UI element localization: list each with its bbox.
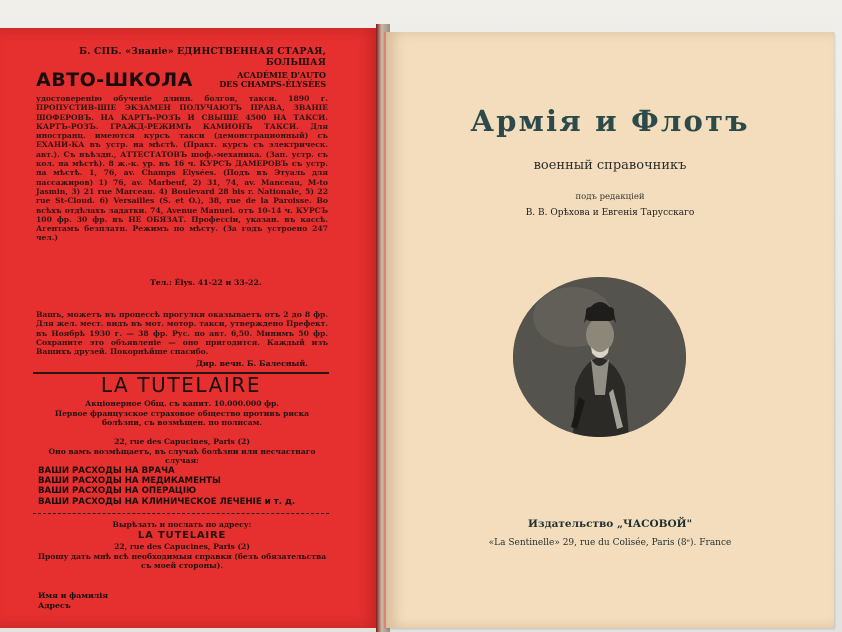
- cut-instruction: Вырѣзать и послать по адресу:: [112, 520, 252, 529]
- auto-school-signature: Дир. вечн. Б. Балесный.: [196, 359, 308, 368]
- auto-school-body: удостоверенію обученіе длинн. болгов, такси. 1890 г. ПРОПУСТИВ-ШІЕ ЭКЗАМЕН ПОЛУЧАЮТЪ ПРАВА, ЗВАНІЕ ШОФЕРОВЪ. НА КАРТЪ-РОЗЪ И СВЫШЕ 4500 НА ТАКСИ. КАРТЪ-РОЗЪ. ГРАЖД-РЕЖИМЪ КАМИОНЪ ТАКСИ. Для иностранц. имеются курсъ такси (демонстрационный) съ ЕХАНИ-КА въ устр. на мѣстѣ. (Практ. курсъ съ электрическ. авт.). Съ въѣздн., АТТЕСТАТОВЪ шоф.-механика. (Зап. устр. съ кол. на мѣстѣ). 8 ж.-к. ур. въ 16 ч. КУРСЪ ДАМЕРОВЪ съ устр. на мѣстѣ. 1, 76, av. Champs Elysées. (Подъ въ Этуаль для пассажиров) 1) 76, av. Marbeuf, 2) 31, 74, av. Manceau, M-to Jasmin, 3) 21 rue Marceau. 4) Boulevard 28 bis r. Nationale, 5) 22 rue St-Cloud. 6) Versailles (S. et O.), 38, rue de la Paroisse. Во всѣхъ отдѣлахъ задатки. 74, Avenue Manuel. отъ 10-14 ч. КУРСЪ 100 фр. 30 фр. въ НЕ ОБЯЗАТ. Профессіи, указан. въ кассѣ. Агентамъ безплатн. Режимъ по мѣсту. (За годъ устроено 247 чел.): [36, 94, 328, 243]
- tutelaire-line-4: Оно вамъ возмѣщаетъ, въ случаѣ болѣзни или несчастнаго случая:: [48, 447, 316, 466]
- cut-line: [33, 513, 329, 515]
- expense-item: ВАШИ РАСХОДЫ НА ВРАЧА: [38, 466, 175, 476]
- tutelaire-expense-list: [38, 466, 328, 507]
- cut-note: Прошу дать мнѣ всѣ необходимыя справки (безъ обязательства съ моей стороны).: [37, 552, 327, 571]
- book-subtitle: военный справочникъ: [533, 158, 687, 173]
- auto-school-title: АВТО-ШКОЛА: [36, 69, 193, 91]
- address-field-label: Адресъ: [38, 601, 71, 610]
- book-title: Армія и Флотъ: [470, 104, 750, 138]
- expense-item: ВАШИ РАСХОДЫ НА МЕДИКАМЕНТЫ: [38, 476, 221, 487]
- auto-school-top-line: Б. СПБ. «Знаніе» ЕДИНСТВЕННАЯ СТАРАЯ, БОЛЬШАЯ: [79, 46, 326, 68]
- expense-item: ВАШИ РАСХОДЫ НА КЛИНИЧЕСКОЕ ЛЕЧЕНІЕ и т. д.: [38, 496, 296, 507]
- tutelaire-line-1: Акціонерное Общ. съ капит. 10.000.000 фр.: [85, 399, 279, 408]
- auto-school-phone: Тел.: Élys. 41-22 и 33-22.: [150, 278, 262, 287]
- auto-school-body-2: Вашъ, можетъ въ процессѣ прогулки оказываетъ отъ 2 до 8 фр. Для жел. мест. видъ въ мот. мотор. такси, утверждено Префект. въ Ноябрѣ 1930 г. — 38 фр. Рус. по авт. 6,50. Минимъ 50 фр. Сохраните это объявленіе — оно пригодится. Каждый изъ Вашихъ друзей. Покорнѣйше спасибо.: [36, 310, 328, 357]
- name-field-label: Имя и фамилія: [38, 591, 108, 600]
- title-page: [384, 32, 834, 628]
- left-page-advertisements: [0, 28, 382, 628]
- publisher-address: «La Sentinelle» 29, rue du Colisée, Paris (8ᵉ). France: [488, 538, 732, 548]
- portrait-figure-icon: [513, 277, 686, 437]
- editor-names: В. В. Орѣхова и Евгенія Тарусскаго: [525, 208, 695, 218]
- publisher-name: Издательство „ЧАСОВОЙ": [527, 518, 693, 530]
- auto-school-header: [36, 46, 326, 91]
- auto-school-side-text: ACADÉMIE D'AUTO DES CHAMPS-ÉLYSÉES: [219, 70, 326, 89]
- expense-item: ВАШИ РАСХОДЫ НА ОПЕРАЦІЮ: [38, 486, 197, 497]
- editor-label: подъ редакціей: [575, 192, 645, 202]
- portrait-photo: [513, 277, 686, 437]
- tutelaire-title: LA TUTELAIRE: [100, 373, 262, 397]
- cut-address: 22, rue des Capucines, Paris (2): [114, 542, 250, 551]
- tutelaire-line-2: Первое французское страховое общество противъ риска болѣзни, съ возмѣщен. по полисам.: [54, 409, 310, 428]
- cut-title: LA TUTELAIRE: [137, 530, 227, 541]
- tutelaire-line-3: 22, rue des Capucines, Paris (2): [114, 437, 250, 446]
